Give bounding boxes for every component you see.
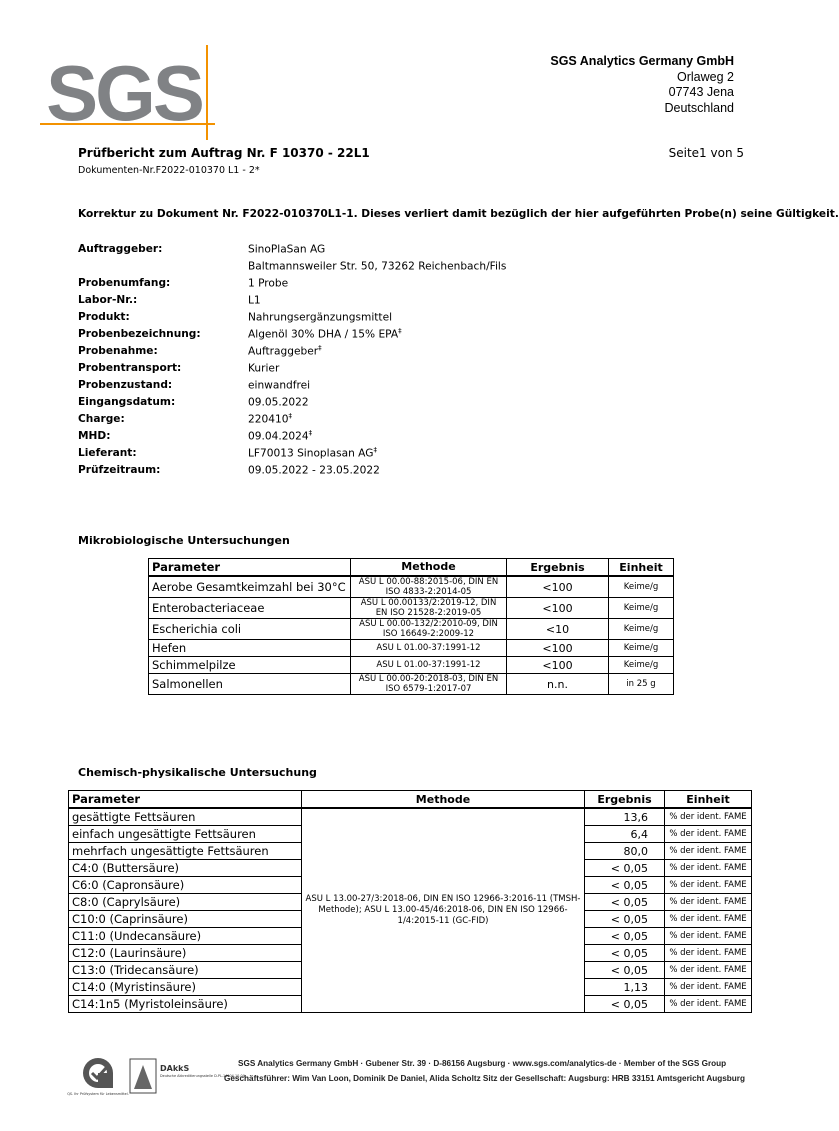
micro-row — [149, 674, 674, 695]
micro-unit: Keime/g — [609, 576, 674, 598]
micro-section-title: Mikrobiologische Untersuchungen — [78, 534, 290, 547]
info-value — [248, 412, 292, 426]
dakks-text: Deutsche Akkreditierungsstelle D-PL-14004-10-00 — [160, 1074, 245, 1078]
info-row — [78, 376, 506, 393]
chem-section-title: Chemisch-physikalische Untersuchung — [78, 766, 317, 779]
info-label: Lieferant: — [78, 446, 137, 459]
micro-result: <100 — [507, 657, 609, 674]
company-address — [550, 54, 734, 116]
info-value-text: SinoPlaSan AG — [248, 243, 326, 256]
chem-parameter: einfach ungesättigte Fettsäuren — [69, 826, 302, 843]
info-value-text: 220410 — [248, 413, 289, 426]
info-row — [78, 461, 506, 478]
chem-unit: % der ident. FAME — [665, 826, 752, 843]
micro-result: <10 — [507, 619, 609, 640]
chem-parameter: C4:0 (Buttersäure) — [69, 860, 302, 877]
info-value — [248, 378, 310, 392]
info-value — [248, 310, 392, 324]
chem-parameter: C11:0 (Undecansäure) — [69, 928, 302, 945]
chem-unit: % der ident. FAME — [665, 843, 752, 860]
info-row — [78, 325, 506, 342]
info-value — [248, 344, 322, 358]
qs-logo — [67, 1058, 129, 1096]
info-footnote-mark: ‡ — [318, 343, 322, 352]
info-value-text: 09.05.2022 — [248, 396, 309, 409]
micro-row — [149, 619, 674, 640]
info-label: Eingangsdatum: — [78, 395, 176, 408]
chem-parameter: C14:1n5 (Myristoleinsäure) — [69, 996, 302, 1013]
chem-parameter: gesättigte Fettsäuren — [69, 808, 302, 826]
info-row — [78, 240, 506, 257]
micro-row — [149, 598, 674, 619]
info-label: Probenahme: — [78, 344, 158, 357]
info-value — [248, 259, 506, 273]
chem-result: 80,0 — [585, 843, 665, 860]
chem-method: ASU L 13.00-27/3:2018-06, DIN EN ISO 12966-3:2016-11 (TMSH-Methode); ASU L 13.00-45/46:2018-06, DIN EN ISO 12966-1/4:2015-11 (GC-FID) — [302, 808, 585, 1013]
info-label: Prüfzeitraum: — [78, 463, 161, 476]
dakks-name: DAkkS — [160, 1064, 190, 1073]
micro-result: <100 — [507, 640, 609, 657]
sample-info — [78, 240, 506, 478]
svg-text:SGS: SGS — [46, 49, 202, 137]
chem-result: < 0,05 — [585, 860, 665, 877]
company-country: Deutschland — [664, 100, 734, 115]
micro-method: ASU L 00.00-88:2015-06, DIN EN ISO 4833-2:2014-05 — [351, 576, 507, 598]
accreditation-logos — [67, 1055, 245, 1105]
info-value-text: 1 Probe — [248, 277, 289, 290]
chem-result: < 0,05 — [585, 945, 665, 962]
info-row — [78, 308, 506, 325]
chem-unit: % der ident. FAME — [665, 877, 752, 894]
info-value-text: Auftraggeber — [248, 345, 319, 358]
footer-line-1: SGS Analytics Germany GmbH · Gubener Str. 39 · D-86156 Augsburg · www.sgs.com/analytics-de · Member of the SGS Group — [238, 1059, 727, 1068]
info-value — [248, 446, 377, 460]
footer — [224, 1056, 745, 1086]
info-label: Probenzustand: — [78, 378, 173, 391]
info-value-text: 09.04.2024 — [248, 430, 309, 443]
info-label: Probentransport: — [78, 361, 182, 374]
info-footnote-mark: ‡ — [373, 445, 377, 454]
chem-unit: % der ident. FAME — [665, 979, 752, 996]
info-label: Produkt: — [78, 310, 130, 323]
chem-parameter: mehrfach ungesättigte Fettsäuren — [69, 843, 302, 860]
chem-result: < 0,05 — [585, 996, 665, 1013]
chem-unit: % der ident. FAME — [665, 928, 752, 945]
micro-unit: Keime/g — [609, 619, 674, 640]
report-title: Prüfbericht zum Auftrag Nr. F 10370 - 22L1 — [78, 146, 370, 160]
info-value — [248, 463, 380, 477]
header-result: Ergebnis — [507, 559, 609, 577]
header-unit: Einheit — [609, 559, 674, 577]
info-label: Labor-Nr.: — [78, 293, 138, 306]
info-label: MHD: — [78, 429, 111, 442]
micro-result: <100 — [507, 598, 609, 619]
micro-row — [149, 576, 674, 598]
chem-result: < 0,05 — [585, 911, 665, 928]
info-value — [248, 327, 402, 341]
chem-row — [69, 808, 752, 826]
info-value-text: 09.05.2022 - 23.05.2022 — [248, 464, 380, 477]
info-row — [78, 291, 506, 308]
chem-parameter: C13:0 (Tridecansäure) — [69, 962, 302, 979]
chem-parameter: C6:0 (Capronsäure) — [69, 877, 302, 894]
chem-unit: % der ident. FAME — [665, 962, 752, 979]
info-value-text: Algenöl 30% DHA / 15% EPA — [248, 328, 399, 341]
chem-parameter: C10:0 (Caprinsäure) — [69, 911, 302, 928]
info-value — [248, 429, 312, 443]
micro-unit: in 25 g — [609, 674, 674, 695]
header-parameter: Parameter — [149, 559, 351, 577]
chem-result: < 0,05 — [585, 894, 665, 911]
header-parameter: Parameter — [69, 791, 302, 809]
micro-method: ASU L 00.00-20:2018-03, DIN EN ISO 6579-1:2017-07 — [351, 674, 507, 695]
micro-unit: Keime/g — [609, 657, 674, 674]
info-row — [78, 342, 506, 359]
micro-parameter: Salmonellen — [149, 674, 351, 695]
micro-unit: Keime/g — [609, 598, 674, 619]
micro-row — [149, 657, 674, 674]
header-result: Ergebnis — [585, 791, 665, 809]
info-value-text: einwandfrei — [248, 379, 311, 392]
company-name: SGS Analytics Germany GmbH — [550, 54, 734, 68]
chem-result: 13,6 — [585, 808, 665, 826]
info-value-text: Kurier — [248, 362, 280, 375]
chem-unit: % der ident. FAME — [665, 860, 752, 877]
info-footnote-mark: ‡ — [398, 326, 402, 335]
micro-parameter: Schimmelpilze — [149, 657, 351, 674]
micro-table — [148, 558, 674, 695]
company-city: 07743 Jena — [668, 85, 734, 99]
info-row — [78, 410, 506, 427]
micro-unit: Keime/g — [609, 640, 674, 657]
info-footnote-mark: ‡ — [288, 411, 292, 420]
info-label: Charge: — [78, 412, 125, 425]
chem-unit: % der ident. FAME — [665, 894, 752, 911]
info-label: Probenbezeichnung: — [78, 327, 201, 340]
chem-parameter: C14:0 (Myristinsäure) — [69, 979, 302, 996]
qs-text: QS. Ihr Prüfsystem für Lebensmittel. — [67, 1092, 129, 1096]
info-row — [78, 274, 506, 291]
info-footnote-mark: ‡ — [308, 428, 313, 437]
info-value-text: Baltmannsweiler Str. 50, 73262 Reichenbach/Fils — [248, 260, 507, 273]
chem-parameter: C12:0 (Laurinsäure) — [69, 945, 302, 962]
micro-header-row — [149, 559, 674, 577]
company-street: Orlaweg 2 — [677, 69, 734, 84]
micro-method: ASU L 01.00-37:1991-12 — [351, 640, 507, 657]
micro-method: ASU L 01.00-37:1991-12 — [351, 657, 507, 674]
chem-unit: % der ident. FAME — [665, 945, 752, 962]
micro-result: <100 — [507, 576, 609, 598]
info-value-text: Nahrungsergänzungsmittel — [248, 311, 393, 324]
info-value-text: LF70013 Sinoplasan AG — [248, 447, 374, 460]
info-row — [78, 257, 506, 274]
chem-unit: % der ident. FAME — [665, 911, 752, 928]
info-value — [248, 242, 325, 256]
micro-result: n.n. — [507, 674, 609, 695]
footer-line-2: Geschäftsführer: Wim Van Loon, Dominik De Daniel, Alida Scholtz Sitz der Gesellschaft: Augsburg: HRB 33151 Amtsgericht Augsburg — [224, 1074, 745, 1083]
info-value — [248, 293, 261, 307]
info-value — [248, 395, 309, 409]
page-number: Seite1 von 5 — [668, 146, 744, 160]
chem-result: 6,4 — [585, 826, 665, 843]
info-value — [248, 361, 279, 375]
correction-note: Korrektur zu Dokument Nr. F2022-010370L1-1. Dieses verliert damit bezüglich der hier aufgeführten Probe(n) seine Gültigkeit. — [78, 208, 839, 220]
info-row — [78, 359, 506, 376]
info-row — [78, 427, 506, 444]
chem-result: < 0,05 — [585, 928, 665, 945]
info-row — [78, 393, 506, 410]
chem-unit: % der ident. FAME — [665, 808, 752, 826]
chem-unit: % der ident. FAME — [665, 996, 752, 1013]
info-label: Probenumfang: — [78, 276, 171, 289]
header-unit: Einheit — [665, 791, 752, 809]
info-row — [78, 444, 506, 461]
header-method: Methode — [351, 559, 507, 577]
micro-method: ASU L 00.00-132/2:2010-09, DIN ISO 16649-2:2009-12 — [351, 619, 507, 640]
chem-header-row — [69, 791, 752, 809]
chem-result: < 0,05 — [585, 962, 665, 979]
micro-parameter: Hefen — [149, 640, 351, 657]
micro-row — [149, 640, 674, 657]
chem-parameter: C8:0 (Caprylsäure) — [69, 894, 302, 911]
info-value-text: L1 — [248, 294, 261, 307]
chem-result: < 0,05 — [585, 877, 665, 894]
micro-parameter: Enterobacteriaceae — [149, 598, 351, 619]
chem-result: 1,13 — [585, 979, 665, 996]
info-label: Auftraggeber: — [78, 242, 163, 255]
micro-parameter: Aerobe Gesamtkeimzahl bei 30°C — [149, 576, 351, 598]
micro-method: ASU L 00.00133/2:2019-12, DIN EN ISO 21528-2:2019-05 — [351, 598, 507, 619]
sgs-logo — [40, 45, 215, 140]
micro-parameter: Escherichia coli — [149, 619, 351, 640]
info-value — [248, 276, 288, 290]
chem-table — [68, 790, 752, 1013]
header-method: Methode — [302, 791, 585, 809]
document-number: Dokumenten-Nr.F2022-010370 L1 - 2* — [78, 165, 260, 176]
